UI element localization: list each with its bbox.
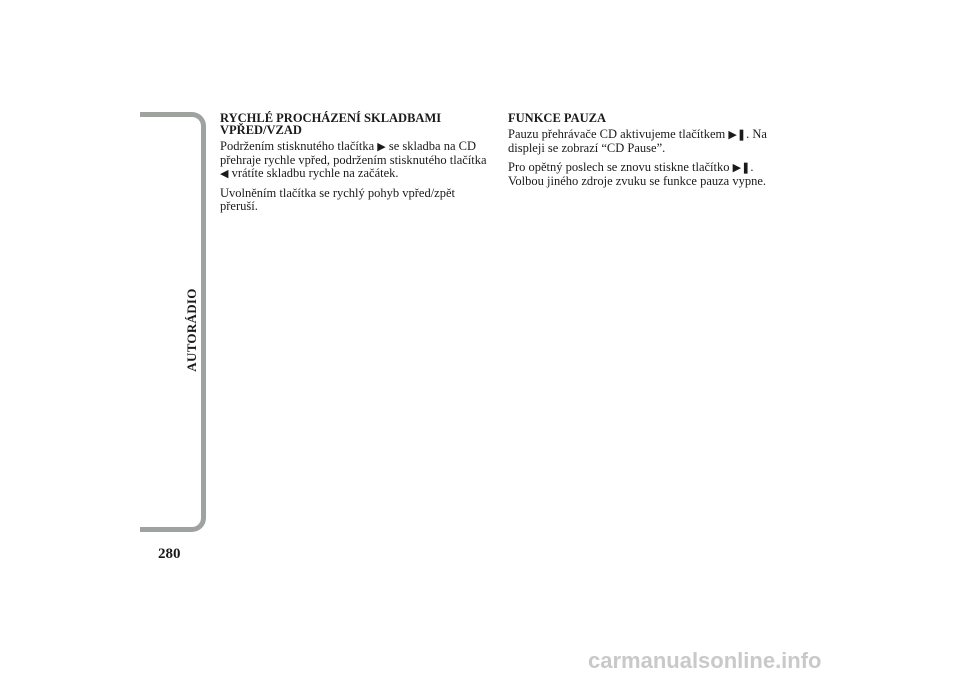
text-fragment: . Volbou jiného zdroje zvuku se funkce pauza vypne. — [508, 160, 767, 188]
page-number: 280 — [158, 546, 181, 562]
left-column — [220, 112, 492, 219]
paragraph-fast-seek — [220, 140, 492, 181]
paragraph-pause-resume — [508, 161, 770, 188]
heading-line-1: RYCHLÉ PROCHÁZENÍ SKLADBAMI — [220, 111, 442, 125]
text-fragment: Podržením stisknutého tlačítka — [220, 139, 375, 153]
right-column — [508, 112, 770, 194]
play-pause-icon: ▶❚ — [728, 129, 747, 141]
text-fragment: Pro opětný poslech se znovu stiskne tlačítko — [508, 160, 730, 174]
text-fragment: se skladba na CD přehraje rychle vpřed, podržením stisknutého tlačítka — [220, 139, 487, 167]
forward-icon: ▶ — [377, 141, 386, 153]
play-pause-icon: ▶❚ — [732, 162, 751, 174]
paragraph-pause-activate — [508, 128, 770, 155]
text-fragment: vrátíte skladbu rychle na začátek. — [231, 166, 399, 180]
section-label: AUTORÁDIO — [184, 288, 199, 372]
paragraph-release: Uvolněním tlačítka se rychlý pohyb vpřed/zpět přeruší. — [220, 186, 456, 213]
text-fragment: . Na displeji se zobrazí “CD Pause”. — [508, 127, 767, 155]
watermark: carmanualsonline.info — [588, 648, 822, 673]
text-fragment: Pauzu přehrávače CD aktivujeme tlačítkem — [508, 127, 726, 141]
back-icon: ◀ — [220, 168, 229, 180]
heading-fast-seek — [220, 112, 492, 136]
heading-line-2: VPŘED/VZAD — [220, 123, 302, 137]
heading-pause: FUNKCE PAUZA — [508, 111, 607, 125]
